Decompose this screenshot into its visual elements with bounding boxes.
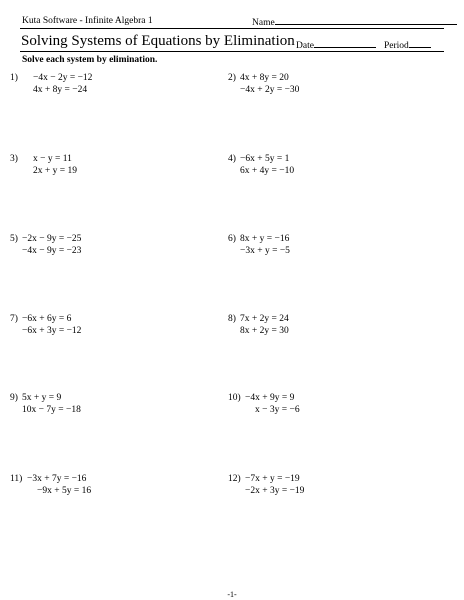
equation-1: −2x − 9y = −25 bbox=[22, 234, 82, 244]
name-field[interactable] bbox=[252, 16, 457, 28]
date-label: Date bbox=[296, 41, 314, 51]
header-divider-top bbox=[20, 28, 444, 29]
date-period-fields bbox=[296, 39, 431, 51]
equation-2: 6x + 4y = −10 bbox=[240, 166, 295, 176]
problem-number: 12) bbox=[228, 474, 241, 484]
name-label: Name bbox=[252, 18, 275, 28]
equation-1: x − y = 11 bbox=[33, 154, 72, 164]
period-label: Period bbox=[383, 41, 409, 51]
equation-2: −4x − 9y = −23 bbox=[22, 246, 82, 256]
equation-2: −3x + y = −5 bbox=[240, 246, 290, 256]
date-blank[interactable] bbox=[314, 39, 376, 48]
header-divider-bottom bbox=[20, 51, 444, 52]
problem-number: 8) bbox=[228, 314, 236, 324]
problem-number: 11) bbox=[10, 474, 23, 484]
problem-number: 4) bbox=[228, 154, 236, 164]
equation-1: −6x + 5y = 1 bbox=[240, 154, 290, 164]
equation-2: −4x + 2y = −30 bbox=[240, 85, 300, 95]
problem-number: 7) bbox=[10, 314, 18, 324]
equation-2: x − 3y = −6 bbox=[255, 405, 300, 415]
page-title: Solving Systems of Equations by Elimination bbox=[21, 33, 295, 49]
equation-2: 4x + 8y = −24 bbox=[33, 85, 88, 95]
equation-1: −3x + 7y = −16 bbox=[27, 474, 87, 484]
equation-1: −7x + y = −19 bbox=[245, 474, 300, 484]
problem-number: 9) bbox=[10, 393, 18, 403]
equation-2: 10x − 7y = −18 bbox=[22, 405, 81, 415]
problem-number: 3) bbox=[10, 154, 18, 164]
software-label: Kuta Software - Infinite Algebra 1 bbox=[22, 16, 153, 26]
name-blank[interactable] bbox=[275, 16, 457, 25]
equation-2: −2x + 3y = −19 bbox=[245, 486, 305, 496]
equation-1: 8x + y = −16 bbox=[240, 234, 290, 244]
equation-1: −4x + 9y = 9 bbox=[245, 393, 295, 403]
equation-1: 4x + 8y = 20 bbox=[240, 73, 289, 83]
problem-number: 1) bbox=[10, 73, 18, 83]
equation-2: 2x + y = 19 bbox=[33, 166, 77, 176]
equation-1: −6x + 6y = 6 bbox=[22, 314, 72, 324]
problem-number: 5) bbox=[10, 234, 18, 244]
instructions: Solve each system by elimination. bbox=[22, 55, 158, 65]
page-number: -1- bbox=[227, 590, 237, 599]
equation-1: −4x − 2y = −12 bbox=[33, 73, 93, 83]
period-blank[interactable] bbox=[409, 39, 431, 48]
equation-1: 5x + y = 9 bbox=[22, 393, 62, 403]
problem-number: 2) bbox=[228, 73, 236, 83]
equation-2: −6x + 3y = −12 bbox=[22, 326, 82, 336]
equation-2: −9x + 5y = 16 bbox=[37, 486, 92, 496]
equation-1: 7x + 2y = 24 bbox=[240, 314, 289, 324]
problem-number: 6) bbox=[228, 234, 236, 244]
problem-number: 10) bbox=[228, 393, 241, 403]
equation-2: 8x + 2y = 30 bbox=[240, 326, 289, 336]
